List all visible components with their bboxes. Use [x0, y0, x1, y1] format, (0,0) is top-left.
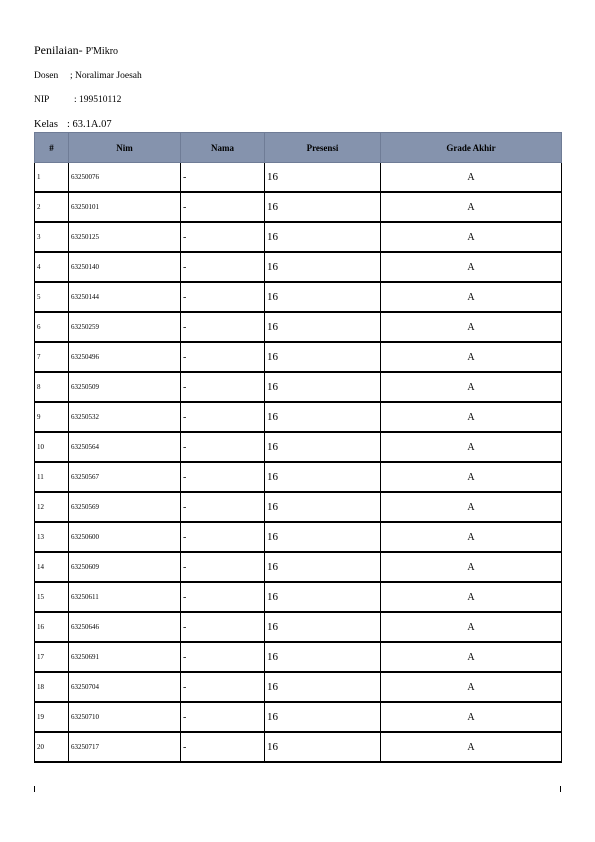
cell-nama: - — [181, 342, 265, 372]
cell-number: 4 — [35, 252, 69, 282]
dosen-value: ; Noralimar Joesah — [70, 71, 142, 81]
cell-grade: A — [381, 672, 562, 702]
cell-nama: - — [181, 552, 265, 582]
cell-nama: - — [181, 312, 265, 342]
cell-grade: A — [381, 702, 562, 732]
cell-number: 6 — [35, 312, 69, 342]
table-row — [35, 522, 562, 552]
cell-number: 19 — [35, 702, 69, 732]
cell-nim: 63250144 — [69, 282, 181, 312]
cell-number: 9 — [35, 402, 69, 432]
cell-presensi: 16 — [265, 552, 381, 582]
table-row — [35, 342, 562, 372]
table-row — [35, 372, 562, 402]
cell-number: 13 — [35, 522, 69, 552]
title-text: Penilaian- — [34, 43, 83, 57]
cell-nim: 63250600 — [69, 522, 181, 552]
column-header-presensi: Presensi — [265, 133, 381, 163]
cell-nama: - — [181, 192, 265, 222]
cell-nama: - — [181, 702, 265, 732]
cell-grade: A — [381, 522, 562, 552]
grade-table — [34, 132, 562, 763]
cell-number: 15 — [35, 582, 69, 612]
cell-nama: - — [181, 582, 265, 612]
cell-nama: - — [181, 163, 265, 193]
cell-nama: - — [181, 642, 265, 672]
cell-number: 1 — [35, 163, 69, 193]
dosen-label: Dosen — [34, 71, 59, 81]
cell-presensi: 16 — [265, 582, 381, 612]
cell-nim: 63250125 — [69, 222, 181, 252]
cell-presensi: 16 — [265, 702, 381, 732]
cell-number: 11 — [35, 462, 69, 492]
cell-presensi: 16 — [265, 672, 381, 702]
cell-nim: 63250691 — [69, 642, 181, 672]
cell-presensi: 16 — [265, 372, 381, 402]
cell-nama: - — [181, 462, 265, 492]
kelas-line — [34, 119, 112, 130]
cell-nama: - — [181, 522, 265, 552]
table-row — [35, 192, 562, 222]
cell-grade: A — [381, 582, 562, 612]
cell-number: 16 — [35, 612, 69, 642]
table-row — [35, 432, 562, 462]
cell-nim: 63250076 — [69, 163, 181, 193]
cell-grade: A — [381, 732, 562, 762]
cell-nama: - — [181, 252, 265, 282]
cell-nim: 63250101 — [69, 192, 181, 222]
table-row — [35, 582, 562, 612]
table-row — [35, 222, 562, 252]
table-row — [35, 282, 562, 312]
cell-number: 17 — [35, 642, 69, 672]
cell-grade: A — [381, 642, 562, 672]
cell-grade: A — [381, 252, 562, 282]
cell-grade: A — [381, 372, 562, 402]
cell-nama: - — [181, 732, 265, 762]
cell-nama: - — [181, 432, 265, 462]
table-row — [35, 702, 562, 732]
cell-presensi: 16 — [265, 222, 381, 252]
cell-nim: 63250496 — [69, 342, 181, 372]
nip-label: NIP — [34, 95, 50, 105]
cell-nim: 63250564 — [69, 432, 181, 462]
cell-presensi: 16 — [265, 342, 381, 372]
column-header-nim: Nim — [69, 133, 181, 163]
page-title — [34, 43, 118, 58]
table-row — [35, 402, 562, 432]
cell-nim: 63250704 — [69, 672, 181, 702]
table-row — [35, 672, 562, 702]
cell-presensi: 16 — [265, 732, 381, 762]
cell-number: 3 — [35, 222, 69, 252]
table-row — [35, 462, 562, 492]
cell-presensi: 16 — [265, 402, 381, 432]
cell-nim: 63250567 — [69, 462, 181, 492]
table-row — [35, 612, 562, 642]
cell-number: 18 — [35, 672, 69, 702]
cell-number: 5 — [35, 282, 69, 312]
cell-presensi: 16 — [265, 432, 381, 462]
column-header-nama: Nama — [181, 133, 265, 163]
cell-nim: 63250259 — [69, 312, 181, 342]
cell-grade: A — [381, 552, 562, 582]
cell-presensi: 16 — [265, 642, 381, 672]
cell-nama: - — [181, 672, 265, 702]
table-row — [35, 163, 562, 193]
table-row — [35, 732, 562, 762]
cell-number: 14 — [35, 552, 69, 582]
cell-nim: 63250646 — [69, 612, 181, 642]
cell-nim: 63250717 — [69, 732, 181, 762]
cell-number: 20 — [35, 732, 69, 762]
nip-line — [34, 95, 121, 105]
dosen-line — [34, 71, 142, 81]
column-header-grade: Grade Akhir — [381, 133, 562, 163]
cell-nama: - — [181, 282, 265, 312]
table-row — [35, 642, 562, 672]
kelas-value: : 63.1A.07 — [67, 119, 112, 130]
kelas-label: Kelas — [34, 119, 58, 130]
cell-grade: A — [381, 462, 562, 492]
cell-nama: - — [181, 222, 265, 252]
cell-nim: 63250509 — [69, 372, 181, 402]
cell-nama: - — [181, 492, 265, 522]
cell-nim: 63250569 — [69, 492, 181, 522]
cell-number: 2 — [35, 192, 69, 222]
cell-grade: A — [381, 402, 562, 432]
table-row — [35, 552, 562, 582]
cell-grade: A — [381, 612, 562, 642]
column-header-number: # — [35, 133, 69, 163]
cell-grade: A — [381, 222, 562, 252]
cell-presensi: 16 — [265, 612, 381, 642]
cell-number: 10 — [35, 432, 69, 462]
table-header-row — [35, 133, 562, 163]
table-row — [35, 492, 562, 522]
cell-grade: A — [381, 163, 562, 193]
cell-grade: A — [381, 312, 562, 342]
cell-nama: - — [181, 372, 265, 402]
cell-nim: 63250611 — [69, 582, 181, 612]
cell-nim: 63250140 — [69, 252, 181, 282]
course-name: P'Mikro — [85, 46, 119, 57]
cell-nim: 63250609 — [69, 552, 181, 582]
table-body — [35, 163, 562, 763]
nip-value: : 199510112 — [74, 95, 122, 105]
cell-grade: A — [381, 342, 562, 372]
cell-grade: A — [381, 432, 562, 462]
cell-presensi: 16 — [265, 462, 381, 492]
table-row — [35, 312, 562, 342]
cell-presensi: 16 — [265, 312, 381, 342]
cell-presensi: 16 — [265, 192, 381, 222]
cell-presensi: 16 — [265, 282, 381, 312]
cell-number: 8 — [35, 372, 69, 402]
cell-number: 12 — [35, 492, 69, 522]
cell-presensi: 16 — [265, 163, 381, 193]
cell-nama: - — [181, 402, 265, 432]
table-continuation — [34, 786, 561, 792]
cell-nama: - — [181, 612, 265, 642]
cell-grade: A — [381, 492, 562, 522]
cell-presensi: 16 — [265, 492, 381, 522]
cell-presensi: 16 — [265, 522, 381, 552]
cell-grade: A — [381, 192, 562, 222]
cell-grade: A — [381, 282, 562, 312]
cell-nim: 63250710 — [69, 702, 181, 732]
cell-nim: 63250532 — [69, 402, 181, 432]
cell-presensi: 16 — [265, 252, 381, 282]
cell-number: 7 — [35, 342, 69, 372]
table-row — [35, 252, 562, 282]
